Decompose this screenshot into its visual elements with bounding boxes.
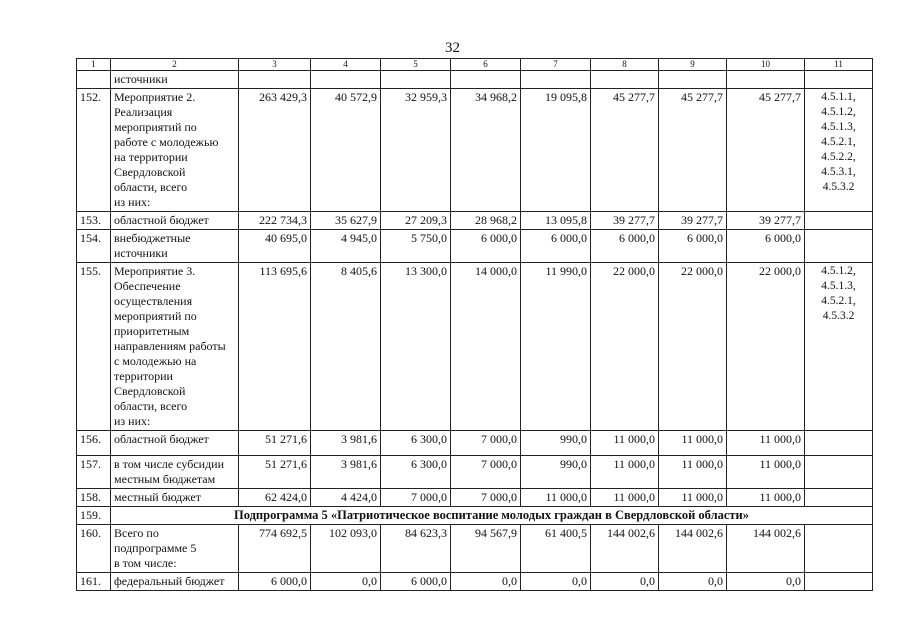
item-name-line: территории xyxy=(114,369,173,383)
amount-cell: 990,0 xyxy=(521,431,591,456)
amount-cell: 22 000,0 xyxy=(659,263,727,431)
amount-cell: 6 000,0 xyxy=(591,230,659,263)
item-name-line: направлениям работы xyxy=(114,339,226,353)
amount-cell: 35 627,9 xyxy=(311,212,381,230)
amount-cell: 6 000,0 xyxy=(521,230,591,263)
item-name-line: Всего по xyxy=(114,526,159,540)
item-name-line: в том числе субсидии xyxy=(114,457,225,471)
amount-cell: 14 000,0 xyxy=(451,263,521,431)
item-name-line: областной бюджет xyxy=(114,213,209,227)
amount-cell: 62 424,0 xyxy=(239,489,311,507)
amount-cell: 6 000,0 xyxy=(727,230,805,263)
item-name-line: в том числе: xyxy=(114,556,177,570)
table-row xyxy=(77,456,873,489)
table-row xyxy=(77,489,873,507)
item-name-line: из них: xyxy=(114,414,151,428)
row-number xyxy=(77,71,111,89)
amount-cell xyxy=(311,71,381,89)
row-number: 157. xyxy=(77,456,111,489)
column-number-row xyxy=(77,59,873,71)
amount-cell: 144 002,6 xyxy=(727,525,805,573)
item-name xyxy=(111,263,239,431)
target-refs xyxy=(805,456,873,489)
target-ref: 4.5.2.1, xyxy=(821,295,856,307)
amount-cell: 39 277,7 xyxy=(591,212,659,230)
item-name-line: мероприятий по xyxy=(114,309,197,323)
amount-cell: 84 623,3 xyxy=(381,525,451,573)
amount-cell: 6 300,0 xyxy=(381,456,451,489)
amount-cell: 0,0 xyxy=(521,573,591,591)
target-refs xyxy=(805,489,873,507)
item-name-line: области, всего xyxy=(114,399,188,413)
amount-cell: 45 277,7 xyxy=(591,89,659,212)
amount-cell: 102 093,0 xyxy=(311,525,381,573)
item-name-line: на территории xyxy=(114,150,188,164)
item-name-line: источники xyxy=(114,72,168,86)
row-number: 156. xyxy=(77,431,111,456)
table-row xyxy=(77,230,873,263)
amount-cell xyxy=(521,71,591,89)
subprogram-title: Подпрограмма 5 «Патриотическое воспитание молодых граждан в Свердловской области» xyxy=(111,507,873,525)
amount-cell: 7 000,0 xyxy=(381,489,451,507)
row-number: 159. xyxy=(77,507,111,525)
amount-cell xyxy=(659,71,727,89)
table-row xyxy=(77,89,873,212)
amount-cell xyxy=(381,71,451,89)
column-number: 1 xyxy=(77,59,111,71)
column-number: 11 xyxy=(805,59,873,71)
amount-cell: 11 000,0 xyxy=(727,431,805,456)
item-name-line: области, всего xyxy=(114,180,188,194)
amount-cell: 3 981,6 xyxy=(311,431,381,456)
target-refs xyxy=(805,263,873,431)
amount-cell: 5 750,0 xyxy=(381,230,451,263)
item-name-line: Свердловской xyxy=(114,165,186,179)
row-number: 161. xyxy=(77,573,111,591)
item-name-line: приоритетным xyxy=(114,324,190,338)
item-name-line: Обеспечение xyxy=(114,279,181,293)
amount-cell: 0,0 xyxy=(451,573,521,591)
column-number: 4 xyxy=(311,59,381,71)
table-row xyxy=(77,431,873,456)
budget-table xyxy=(76,58,873,591)
table-row xyxy=(77,263,873,431)
column-number: 3 xyxy=(239,59,311,71)
item-name-line: Мероприятие 3. xyxy=(114,264,196,278)
amount-cell: 11 000,0 xyxy=(521,489,591,507)
amount-cell: 8 405,6 xyxy=(311,263,381,431)
amount-cell: 11 000,0 xyxy=(659,456,727,489)
target-ref: 4.5.1.2, xyxy=(821,106,856,118)
target-ref: 4.5.1.3, xyxy=(821,280,856,292)
item-name-line: Реализация xyxy=(114,105,173,119)
column-number: 10 xyxy=(727,59,805,71)
amount-cell: 11 000,0 xyxy=(591,456,659,489)
amount-cell: 61 400,5 xyxy=(521,525,591,573)
amount-cell: 4 424,0 xyxy=(311,489,381,507)
amount-cell: 774 692,5 xyxy=(239,525,311,573)
item-name-line: федеральный бюджет xyxy=(114,574,225,588)
item-name-line: работе с молодежью xyxy=(114,135,219,149)
row-number: 155. xyxy=(77,263,111,431)
amount-cell xyxy=(591,71,659,89)
amount-cell: 45 277,7 xyxy=(727,89,805,212)
row-number: 158. xyxy=(77,489,111,507)
amount-cell: 144 002,6 xyxy=(591,525,659,573)
amount-cell: 11 000,0 xyxy=(727,456,805,489)
amount-cell: 4 945,0 xyxy=(311,230,381,263)
amount-cell: 11 000,0 xyxy=(591,489,659,507)
amount-cell xyxy=(451,71,521,89)
amount-cell: 3 981,6 xyxy=(311,456,381,489)
amount-cell xyxy=(239,71,311,89)
amount-cell: 144 002,6 xyxy=(659,525,727,573)
row-number: 152. xyxy=(77,89,111,212)
amount-cell: 6 000,0 xyxy=(239,573,311,591)
item-name xyxy=(111,456,239,489)
target-refs xyxy=(805,573,873,591)
amount-cell: 13 300,0 xyxy=(381,263,451,431)
target-ref: 4.5.2.1, xyxy=(821,136,856,148)
item-name-line: местный бюджет xyxy=(114,490,201,504)
table-row xyxy=(77,525,873,573)
amount-cell: 6 000,0 xyxy=(381,573,451,591)
item-name-line: подпрограмме 5 xyxy=(114,541,197,555)
amount-cell: 22 000,0 xyxy=(727,263,805,431)
amount-cell: 222 734,3 xyxy=(239,212,311,230)
target-ref: 4.5.2.2, xyxy=(821,151,856,163)
amount-cell: 11 000,0 xyxy=(659,489,727,507)
amount-cell: 94 567,9 xyxy=(451,525,521,573)
column-number: 5 xyxy=(381,59,451,71)
target-refs xyxy=(805,230,873,263)
item-name xyxy=(111,71,239,89)
item-name xyxy=(111,89,239,212)
amount-cell: 0,0 xyxy=(591,573,659,591)
target-refs xyxy=(805,431,873,456)
item-name-line: Мероприятие 2. xyxy=(114,90,196,104)
target-ref: 4.5.1.1, xyxy=(821,91,856,103)
column-number: 2 xyxy=(111,59,239,71)
amount-cell: 13 095,8 xyxy=(521,212,591,230)
amount-cell: 6 300,0 xyxy=(381,431,451,456)
column-number: 9 xyxy=(659,59,727,71)
item-name xyxy=(111,573,239,591)
amount-cell: 0,0 xyxy=(727,573,805,591)
item-name-line: источники xyxy=(114,246,168,260)
amount-cell xyxy=(727,71,805,89)
target-refs xyxy=(805,212,873,230)
column-number: 6 xyxy=(451,59,521,71)
item-name-line: местным бюджетам xyxy=(114,472,216,486)
item-name-line: из них: xyxy=(114,195,151,209)
item-name-line: внебюджетные xyxy=(114,231,191,245)
table-row xyxy=(77,71,873,89)
table-row xyxy=(77,507,873,525)
amount-cell: 22 000,0 xyxy=(591,263,659,431)
amount-cell: 32 959,3 xyxy=(381,89,451,212)
amount-cell: 990,0 xyxy=(521,456,591,489)
amount-cell: 51 271,6 xyxy=(239,431,311,456)
column-number: 7 xyxy=(521,59,591,71)
amount-cell: 11 000,0 xyxy=(659,431,727,456)
amount-cell: 28 968,2 xyxy=(451,212,521,230)
amount-cell: 6 000,0 xyxy=(659,230,727,263)
page-number: 32 xyxy=(445,40,460,56)
item-name-line: осуществления xyxy=(114,294,193,308)
row-number: 160. xyxy=(77,525,111,573)
item-name-line: областной бюджет xyxy=(114,432,209,446)
amount-cell: 6 000,0 xyxy=(451,230,521,263)
target-refs xyxy=(805,525,873,573)
amount-cell: 0,0 xyxy=(311,573,381,591)
item-name xyxy=(111,230,239,263)
amount-cell: 19 095,8 xyxy=(521,89,591,212)
amount-cell: 45 277,7 xyxy=(659,89,727,212)
amount-cell: 7 000,0 xyxy=(451,431,521,456)
target-ref: 4.5.3.2 xyxy=(822,310,855,322)
table-row xyxy=(77,573,873,591)
amount-cell: 27 209,3 xyxy=(381,212,451,230)
item-name xyxy=(111,525,239,573)
amount-cell: 39 277,7 xyxy=(727,212,805,230)
item-name xyxy=(111,212,239,230)
amount-cell: 40 695,0 xyxy=(239,230,311,263)
amount-cell: 11 990,0 xyxy=(521,263,591,431)
amount-cell: 11 000,0 xyxy=(591,431,659,456)
table-body xyxy=(77,59,873,591)
amount-cell: 0,0 xyxy=(659,573,727,591)
amount-cell: 263 429,3 xyxy=(239,89,311,212)
row-number: 154. xyxy=(77,230,111,263)
amount-cell: 11 000,0 xyxy=(727,489,805,507)
amount-cell: 113 695,6 xyxy=(239,263,311,431)
column-number: 8 xyxy=(591,59,659,71)
amount-cell: 39 277,7 xyxy=(659,212,727,230)
target-refs xyxy=(805,89,873,212)
item-name-line: мероприятий по xyxy=(114,120,197,134)
row-number: 153. xyxy=(77,212,111,230)
target-ref: 4.5.1.3, xyxy=(821,121,856,133)
target-ref: 4.5.1.2, xyxy=(821,265,856,277)
table-row xyxy=(77,212,873,230)
target-refs xyxy=(805,71,873,89)
target-ref: 4.5.3.1, xyxy=(821,166,856,178)
amount-cell: 7 000,0 xyxy=(451,489,521,507)
amount-cell: 51 271,6 xyxy=(239,456,311,489)
item-name xyxy=(111,489,239,507)
amount-cell: 40 572,9 xyxy=(311,89,381,212)
item-name xyxy=(111,431,239,456)
target-ref: 4.5.3.2 xyxy=(822,181,855,193)
item-name-line: Свердловской xyxy=(114,384,186,398)
amount-cell: 34 968,2 xyxy=(451,89,521,212)
item-name-line: с молодежью на xyxy=(114,354,197,368)
amount-cell: 7 000,0 xyxy=(451,456,521,489)
